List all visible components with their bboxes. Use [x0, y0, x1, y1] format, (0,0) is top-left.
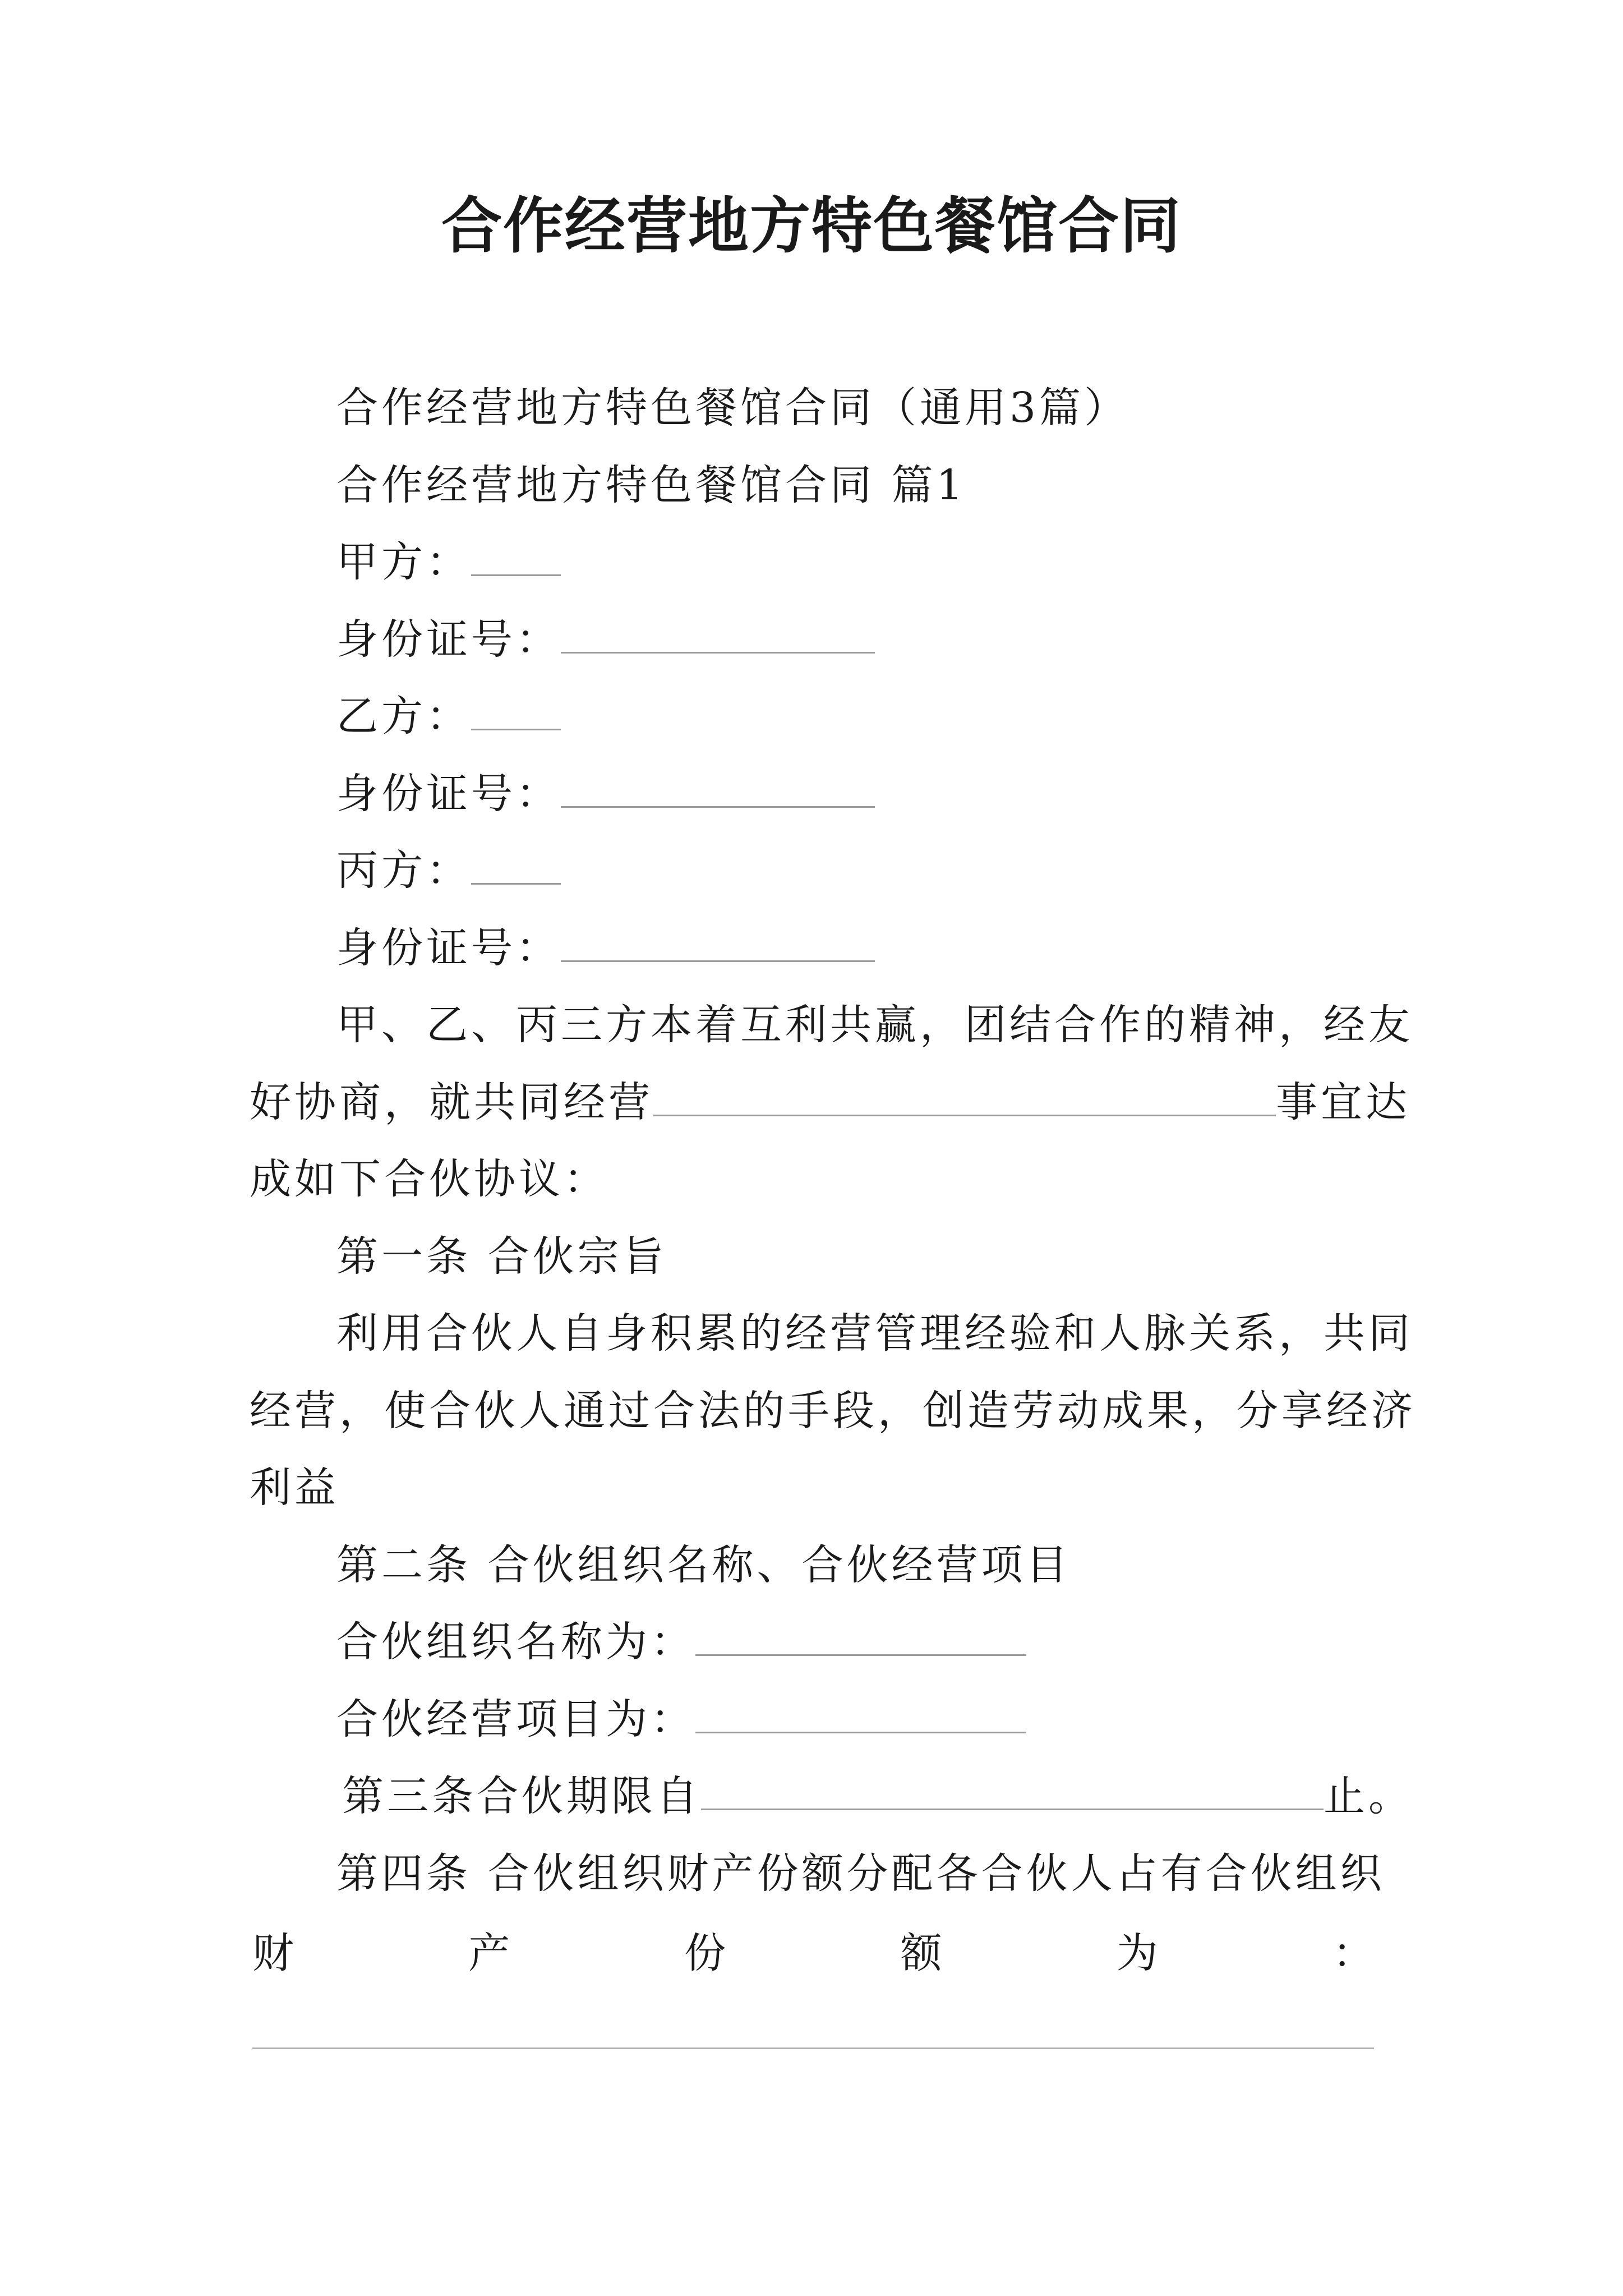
- id-a-line: [336, 615, 875, 664]
- article-4-text: 第四条 合伙组织财产份额分配各合伙人占有合伙组织: [336, 1849, 1385, 1898]
- project-label: 合伙经营项目为：: [336, 1695, 695, 1743]
- article-3-line: [342, 1772, 1413, 1820]
- share-blank-line[interactable]: [252, 2047, 1374, 2049]
- party-b-label: 乙方：: [336, 692, 471, 740]
- id-a-label: 身份证号：: [336, 615, 561, 664]
- id-c-blank[interactable]: [561, 928, 875, 962]
- party-c-label: 丙方：: [336, 846, 471, 895]
- party-c-blank[interactable]: [471, 850, 561, 885]
- spread-char: 财: [252, 1929, 294, 1977]
- article-3-pre: 第三条合伙期限自: [342, 1772, 701, 1820]
- document-title: 合作经营地方特色餐馆合同: [441, 191, 1182, 261]
- intro-line-1: 甲、乙、丙三方本着互利共赢，团结合作的精神，经友: [336, 1001, 1413, 1049]
- intro-line-2-post: 事宜达: [1276, 1078, 1410, 1126]
- subtitle-line: 合作经营地方特色餐馆合同（通用3篇）: [336, 384, 1129, 432]
- intro-line-2-pre: 好协商，就共同经营: [250, 1078, 653, 1126]
- business-blank[interactable]: [653, 1082, 1276, 1116]
- party-b-line: [336, 692, 561, 740]
- part-heading: 合作经营地方特色餐馆合同 篇1: [336, 461, 966, 509]
- term-blank[interactable]: [701, 1776, 1324, 1810]
- article-4-spread-line: [252, 1929, 1374, 1977]
- intro-line-2: [250, 1078, 1410, 1126]
- id-b-label: 身份证号：: [336, 770, 561, 818]
- spread-char: 为: [1116, 1929, 1158, 1977]
- project-blank[interactable]: [695, 1699, 1026, 1733]
- party-a-line: [336, 538, 561, 586]
- party-c-line: [336, 846, 561, 895]
- article-1-text-1: 利用合伙人自身积累的经营管理经验和人脉关系，共同: [336, 1309, 1413, 1358]
- project-line: [336, 1695, 1026, 1743]
- article-1-text-3: 利益: [250, 1464, 339, 1512]
- spread-char: 份: [684, 1929, 726, 1977]
- spread-char: ：: [1332, 1929, 1374, 1977]
- id-b-line: [336, 770, 875, 818]
- intro-line-3: 成如下合伙协议：: [250, 1155, 608, 1203]
- id-c-label: 身份证号：: [336, 924, 561, 972]
- id-c-line: [336, 924, 875, 972]
- article-3-post: 止。: [1324, 1772, 1413, 1820]
- article-1-text-2: 经营，使合伙人通过合法的手段，创造劳动成果，分享经济: [250, 1387, 1416, 1435]
- article-2-heading: 第二条 合伙组织名称、合伙经营项目: [336, 1541, 1071, 1589]
- id-b-blank[interactable]: [561, 774, 875, 808]
- org-name-blank[interactable]: [695, 1622, 1026, 1656]
- party-b-blank[interactable]: [471, 696, 561, 730]
- id-a-blank[interactable]: [561, 619, 875, 654]
- spread-char: 额: [900, 1929, 942, 1977]
- org-name-line: [336, 1618, 1026, 1666]
- org-name-label: 合伙组织名称为：: [336, 1618, 695, 1666]
- spread-char: 产: [468, 1929, 510, 1977]
- article-1-heading: 第一条 合伙宗旨: [336, 1232, 667, 1281]
- party-a-blank[interactable]: [471, 542, 561, 576]
- party-a-label: 甲方：: [336, 538, 471, 586]
